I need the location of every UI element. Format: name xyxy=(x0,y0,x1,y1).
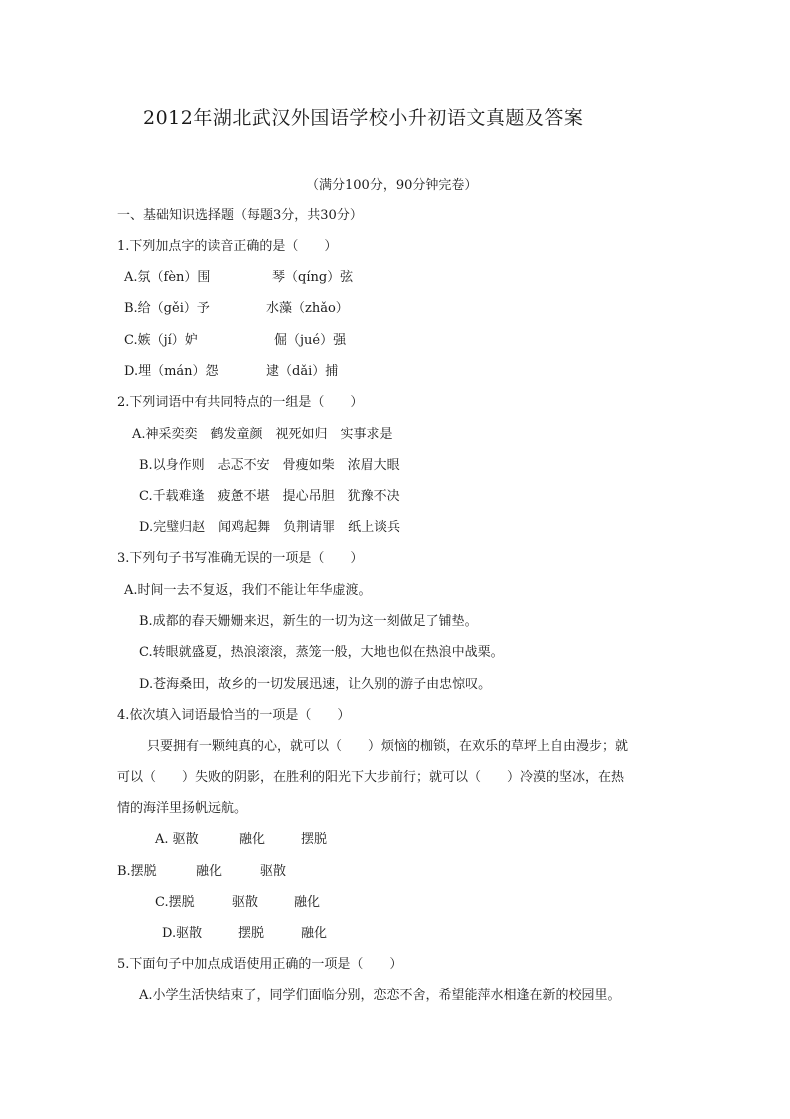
question-stem: 2.下列词语中有共同特点的一组是（ ） xyxy=(117,395,364,410)
question-option xyxy=(162,925,327,943)
question-option xyxy=(124,363,338,381)
question-option: A.神采奕奕 鹤发童颜 视死如归 实事求是 xyxy=(132,427,393,442)
question-option: C.转眼就盛夏，热浪滚滚，蒸笼一般，大地也似在热浪中战栗。 xyxy=(139,645,504,660)
option-part: C.嫉（jí）妒 xyxy=(124,333,198,348)
question-option xyxy=(124,300,349,318)
question-option xyxy=(155,894,320,912)
option-part: 摆脱 xyxy=(301,832,328,847)
option-part: 摆脱 xyxy=(238,926,265,941)
option-part: 水藻（zhǎo） xyxy=(266,301,349,316)
question-stem: 3.下列句子书写准确无误的一项是（ ） xyxy=(117,551,364,566)
option-part: 倔（jué）强 xyxy=(274,333,347,348)
option-part: C.摆脱 xyxy=(155,895,195,910)
option-part: 琴（qíng）弦 xyxy=(272,270,354,285)
option-part: 逮（dǎi）捕 xyxy=(266,364,339,379)
option-part: A. 驱散 xyxy=(155,832,199,847)
question-option: D.苍海桑田，故乡的一切发展迅速，让久别的游子由忠惊叹。 xyxy=(139,677,492,692)
question-stem: 1.下列加点字的读音正确的是（ ） xyxy=(117,239,338,254)
question-option xyxy=(124,269,353,287)
document-subtitle: （满分100分，90分钟完卷） xyxy=(306,178,478,193)
option-part: 驱散 xyxy=(232,895,259,910)
question-stem: 4.依次填入词语最恰当的一项是（ ） xyxy=(117,708,351,723)
option-part: 融化 xyxy=(196,864,223,879)
option-part: 融化 xyxy=(294,895,321,910)
question-option xyxy=(124,332,346,350)
document-title: 2012年湖北武汉外国语学校小升初语文真题及答案 xyxy=(143,107,584,129)
option-part: 融化 xyxy=(301,926,328,941)
option-part: B.给（gěi）予 xyxy=(124,301,210,316)
question-option: C.千载难逢 疲惫不堪 提心吊胆 犹豫不决 xyxy=(139,489,400,504)
option-part: B.摆脱 xyxy=(117,864,157,879)
option-part: 融化 xyxy=(239,832,266,847)
option-part: A.氛（fèn）围 xyxy=(124,270,211,285)
question-option xyxy=(117,863,286,881)
question-option: B.成都的春天姗姗来迟，新生的一切为这一刻做足了铺垫。 xyxy=(139,614,478,629)
passage-line: 情的海洋里扬帆远航。 xyxy=(117,801,248,816)
question-option xyxy=(155,831,327,849)
option-part: D.驱散 xyxy=(162,926,203,941)
question-option: A.时间一去不复返，我们不能让年华虚渡。 xyxy=(124,583,372,598)
option-part: 驱散 xyxy=(260,864,287,879)
passage-line: 可以（ ）失败的阴影，在胜利的阳光下大步前行；就可以（ ）冷漠的坚冰，在热 xyxy=(117,770,625,785)
passage-line: 只要拥有一颗纯真的心，就可以（ ）烦恼的枷锁，在欢乐的草坪上自由漫步；就 xyxy=(147,739,629,754)
question-option: D.完璧归赵 闻鸡起舞 负荆请罪 纸上谈兵 xyxy=(139,520,401,535)
section-heading: 一、基础知识选择题（每题3分，共30分） xyxy=(117,208,363,223)
question-option: A.小学生活快结束了，同学们面临分别，恋恋不舍，希望能萍水相逢在新的校园里。 xyxy=(139,988,621,1003)
option-part: D.埋（mán）怨 xyxy=(124,364,219,379)
question-option: B.以身作则 忐忑不安 骨瘦如柴 浓眉大眼 xyxy=(139,458,400,473)
question-stem: 5.下面句子中加点成语使用正确的一项是（ ） xyxy=(117,957,403,972)
